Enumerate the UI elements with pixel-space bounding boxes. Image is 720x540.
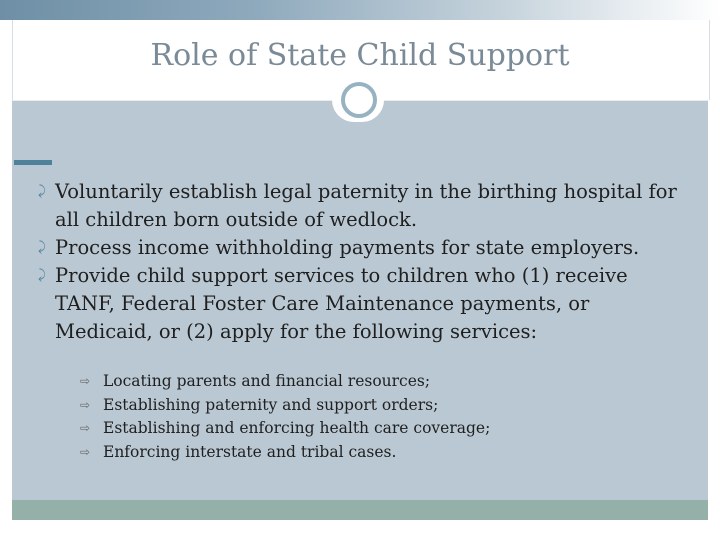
curved-arrow-bullet-icon: ⤸ (38, 184, 46, 199)
sub-bullet-text: Locating parents and financial resources; (103, 372, 431, 390)
bullet-item (38, 178, 688, 234)
sub-bullet-list (80, 370, 680, 464)
sub-bullet-text: Establishing paternity and support orders; (103, 395, 439, 414)
bullet-item (38, 262, 688, 346)
left-accent-bar (14, 160, 52, 165)
sub-bullet-item (80, 441, 680, 465)
bottom-strip (0, 520, 720, 540)
outlined-arrow-bullet-icon: ⇨ (80, 397, 91, 412)
circle-ornament-icon (341, 82, 377, 118)
bullet-item (38, 234, 688, 262)
curved-arrow-bullet-icon: ⤸ (38, 268, 46, 283)
sub-bullet-text: Establishing and enforcing health care coverage; (103, 419, 491, 437)
bottom-band (12, 500, 708, 520)
bullet-list (38, 178, 688, 346)
sub-bullet-item (80, 370, 680, 394)
outlined-arrow-bullet-icon: ⇨ (80, 444, 91, 459)
slide-title: Role of State Child Support (150, 38, 570, 73)
sub-bullet-item (80, 417, 680, 441)
sub-bullet-item (80, 394, 680, 418)
bullet-text: Provide child support services to children who (1) receive TANF, Federal Foster Care Maintenance payments, or Medicaid, or (2) apply for the following services: (55, 264, 628, 343)
outlined-arrow-bullet-icon: ⇨ (80, 374, 91, 388)
bullet-text: Voluntarily establish legal paternity in the birthing hospital for all children born outside of wedlock. (55, 180, 677, 231)
sub-bullet-text: Enforcing interstate and tribal cases. (103, 442, 397, 461)
outlined-arrow-bullet-icon: ⇨ (80, 421, 91, 435)
bullet-text: Process income withholding payments for state employers. (55, 236, 640, 259)
curved-arrow-bullet-icon: ⤸ (38, 240, 46, 255)
top-gradient-bar (0, 0, 720, 20)
